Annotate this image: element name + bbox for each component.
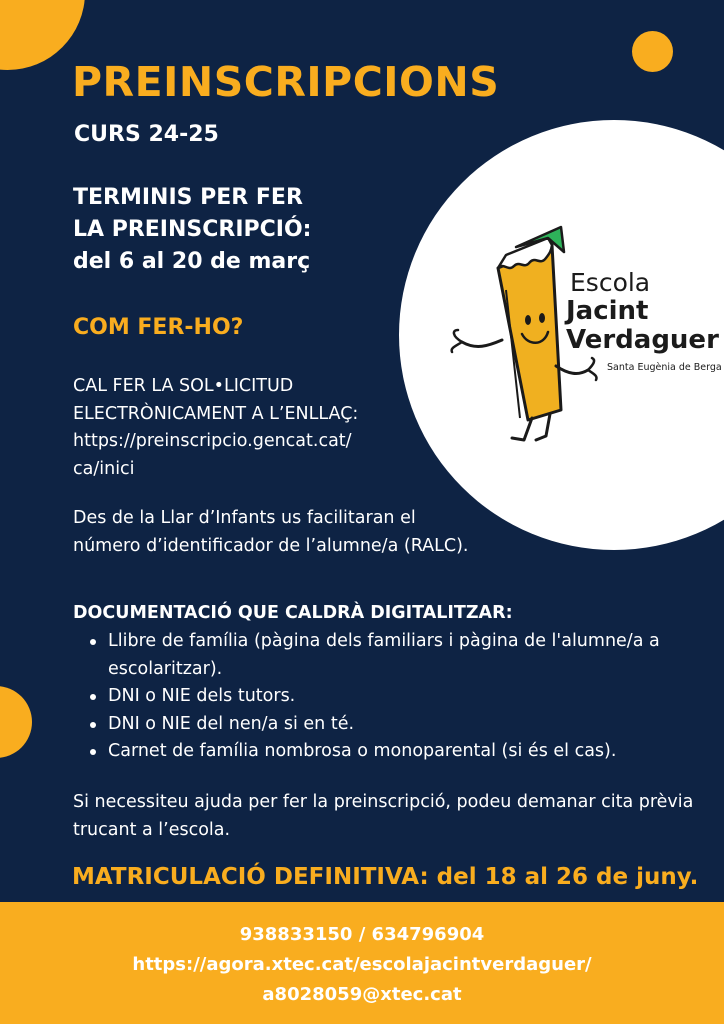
list-item: Llibre de família (pàgina dels familiars i pàgina de l'alumne/a a escolaritzar).	[88, 628, 708, 683]
logo-word: Escola	[570, 268, 651, 297]
help-paragraph: Si necessiteu ajuda per fer la preinscripció, podeu demanar cita prèvia trucant a l’escola.	[73, 792, 694, 840]
phone-numbers[interactable]: 938833150 / 634796904	[239, 924, 485, 945]
logo-name-line-1: Jacint	[566, 296, 649, 326]
howto-heading: COM FER-HO?	[73, 315, 244, 340]
page-title: PREINSCRIPCIONS	[72, 58, 500, 106]
deadline-line-2: LA PREINSCRIPCIÓ:	[73, 217, 312, 242]
instructions-line-2: ELECTRÒNICAMENT A L’ENLLAÇ:	[73, 403, 359, 424]
documents-heading: DOCUMENTACIÓ QUE CALDRÀ DIGITALITZAR:	[73, 603, 513, 623]
ralc-paragraph: Des de la Llar d’Infants us facilitaran el número d’identificador de l’alumne/a (RALC).	[73, 508, 469, 556]
email-link[interactable]: a8028059@xtec.cat	[262, 984, 462, 1005]
website-link[interactable]: https://agora.xtec.cat/escolajacintverdaguer/	[132, 954, 592, 975]
course-label: CURS 24-25	[74, 122, 219, 147]
deadline-line-1: TERMINIS PER FER	[73, 185, 303, 210]
preinscription-link[interactable]: https://preinscripcio.gencat.cat/	[73, 431, 352, 451]
list-item: Carnet de família nombrosa o monoparental (si és el cas).	[88, 738, 708, 766]
list-item: DNI o NIE del nen/a si en té.	[88, 711, 708, 739]
instructions-line-1: CAL FER LA SOL•LICITUD	[73, 376, 294, 396]
logo-place: Santa Eugènia de Berga	[607, 362, 722, 373]
enrollment-dates: MATRICULACIÓ DEFINITIVA: del 18 al 26 de juny.	[72, 864, 699, 890]
logo-name-line-2: Verdaguer	[566, 325, 719, 355]
deadline-dates: del 6 al 20 de març	[73, 249, 311, 274]
preinscription-link-continued[interactable]: ca/inici	[73, 458, 135, 479]
list-item: DNI o NIE dels tutors.	[88, 683, 708, 711]
